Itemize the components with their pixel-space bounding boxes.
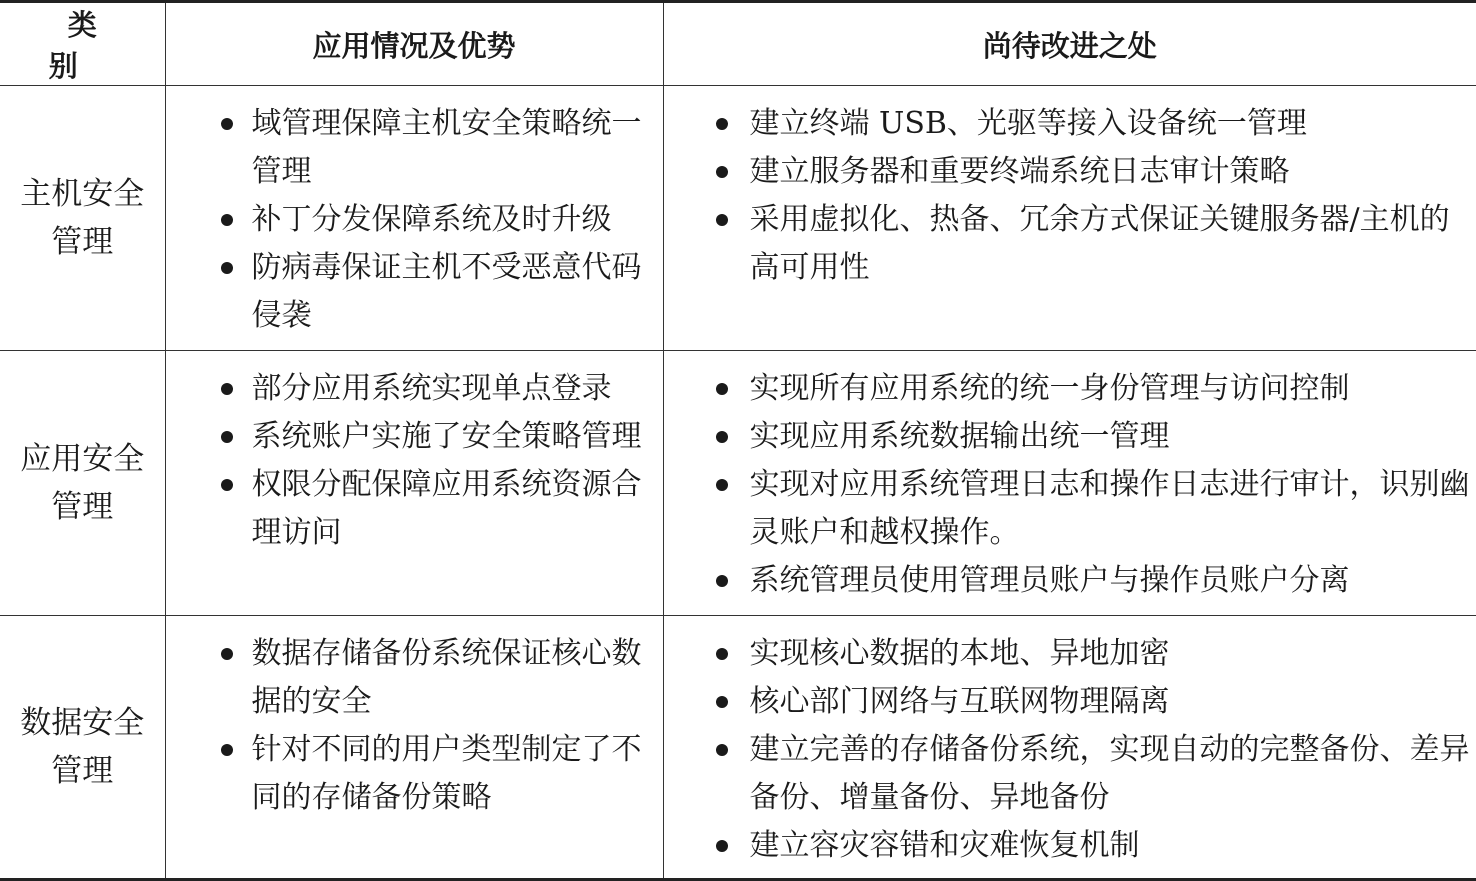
- list-item: 权限分配保障应用系统资源合理访问: [166, 461, 657, 557]
- list-item: 建立完善的存储备份系统，实现自动的完整备份、差异备份、增量备份、异地备份: [664, 726, 1471, 822]
- list-item: 针对不同的用户类型制定了不同的存储备份策略: [166, 726, 657, 822]
- list-item: 部分应用系统实现单点登录: [166, 365, 657, 413]
- bullet-icon: [716, 383, 728, 395]
- header-advantages: 应用情况及优势: [165, 2, 663, 86]
- list-item: 防病毒保证主机不受恶意代码侵袭: [166, 244, 657, 340]
- list-item: 系统账户实施了安全策略管理: [166, 413, 657, 461]
- list-item: 建立容灾容错和灾难恢复机制: [664, 822, 1471, 870]
- list-item: 实现应用系统数据输出统一管理: [664, 413, 1471, 461]
- table-row: [0, 351, 1476, 616]
- bullet-icon: [716, 840, 728, 852]
- improvements-cell: [663, 616, 1476, 880]
- advantages-cell: [165, 86, 663, 351]
- bullet-icon: [221, 648, 233, 660]
- table-header-row: [0, 2, 1476, 86]
- bullet-icon: [716, 744, 728, 756]
- table-row: [0, 616, 1476, 880]
- advantages-cell: [165, 351, 663, 616]
- bullet-icon: [221, 744, 233, 756]
- list-item: 核心部门网络与互联网物理隔离: [664, 678, 1471, 726]
- improvements-cell: [663, 351, 1476, 616]
- bullet-icon: [221, 479, 233, 491]
- bullet-icon: [221, 431, 233, 443]
- bullet-icon: [221, 262, 233, 274]
- improvements-cell: [663, 86, 1476, 351]
- bullet-icon: [716, 696, 728, 708]
- list-item: 域管理保障主机安全策略统一管理: [166, 100, 657, 196]
- bullet-icon: [221, 118, 233, 130]
- bullet-icon: [221, 214, 233, 226]
- list-item: 采用虚拟化、热备、冗余方式保证关键服务器/主机的高可用性: [664, 196, 1471, 292]
- list-item: 数据存储备份系统保证核心数据的安全: [166, 630, 657, 726]
- bullet-icon: [221, 383, 233, 395]
- category-cell: 应用安全管理: [0, 351, 165, 616]
- advantages-cell: [165, 616, 663, 880]
- bullet-icon: [716, 166, 728, 178]
- table-row: [0, 86, 1476, 351]
- list-item: 补丁分发保障系统及时升级: [166, 196, 657, 244]
- bullet-icon: [716, 479, 728, 491]
- list-item: 建立终端 USB、光驱等接入设备统一管理: [664, 100, 1471, 148]
- header-category: 类 别: [0, 2, 165, 86]
- bullet-icon: [716, 431, 728, 443]
- bullet-icon: [716, 118, 728, 130]
- bullet-icon: [716, 214, 728, 226]
- category-cell: 主机安全管理: [0, 86, 165, 351]
- list-item: 系统管理员使用管理员账户与操作员账户分离: [664, 557, 1471, 605]
- list-item: 实现核心数据的本地、异地加密: [664, 630, 1471, 678]
- bullet-icon: [716, 648, 728, 660]
- category-cell: 数据安全管理: [0, 616, 165, 880]
- list-item: 实现对应用系统管理日志和操作日志进行审计，识别幽灵账户和越权操作。: [664, 461, 1471, 557]
- list-item: 实现所有应用系统的统一身份管理与访问控制: [664, 365, 1471, 413]
- list-item: 建立服务器和重要终端系统日志审计策略: [664, 148, 1471, 196]
- header-improvements: 尚待改进之处: [663, 2, 1476, 86]
- bullet-icon: [716, 575, 728, 587]
